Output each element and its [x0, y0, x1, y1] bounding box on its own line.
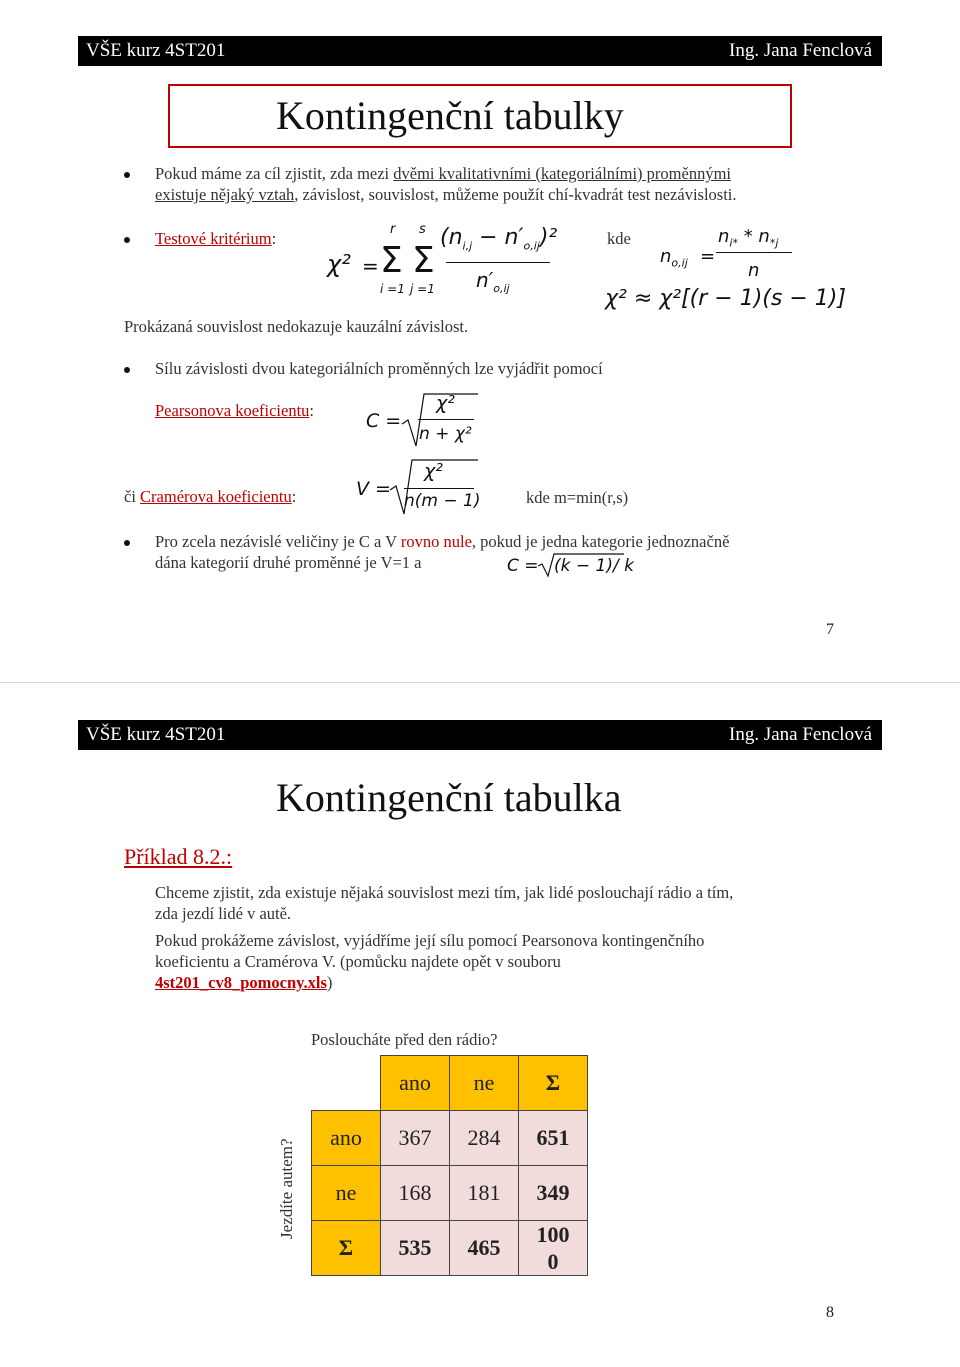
equals-sign: = [700, 246, 716, 267]
example-label-text: Příklad 8.2.: [124, 844, 233, 869]
indep-text-c: dána kategorií druhé proměnné je V=1 a [155, 553, 422, 572]
kde-label: kde [607, 229, 631, 248]
pearson-link[interactable]: Pearsonova koeficientu [155, 401, 310, 420]
strength-text: Sílu závislosti dvou kategoriálních proměnných lze vyjádřit pomocí [155, 359, 603, 378]
bullet [124, 172, 130, 178]
table-caption: Posloucháte před den rádio? [311, 1030, 498, 1049]
pearson-denominator: n + χ² [419, 424, 472, 444]
example-paragraph-1 [155, 882, 835, 924]
intro-link-variables[interactable]: dvěmi kvalitativními (kategoriálními) proměnnými [393, 164, 731, 183]
pearson-lhs: C = [366, 410, 402, 432]
test-criterion-label [155, 228, 276, 249]
sum-upper-s: s [419, 222, 426, 237]
p1-line2: zda jezdí lidé v autě. [155, 904, 292, 923]
cramer-numerator: χ² [424, 460, 443, 482]
indep-text-a: Pro zcela nezávislé veličiny je C a V [155, 532, 401, 551]
expected-lhs: $n_{o,ij}$ [660, 246, 688, 270]
table-cell: 100 0 [519, 1221, 588, 1276]
expected-numerator: $n_{i*} * n_{*j}$ [718, 226, 779, 250]
p1-line1: Chceme zjistit, zda existuje nějaká souvislost mezi tím, jak lidé poslouchají rádio a tím, [155, 883, 734, 902]
table-header-row [312, 1056, 588, 1111]
chi-symbol: χ² [327, 250, 351, 278]
table-cell: 349 [519, 1166, 588, 1221]
col-header: Σ [519, 1056, 588, 1111]
page-number: 7 [826, 621, 834, 638]
sum-lower-j: j =1 [410, 282, 435, 296]
row-header: Σ [312, 1221, 381, 1276]
denominator: $n'_{o,ij}$ [476, 268, 510, 295]
col-header: ano [381, 1056, 450, 1111]
pearson-numerator: χ² [436, 392, 455, 414]
bullet [124, 540, 130, 546]
fraction-bar [446, 262, 550, 263]
slide-7 [0, 0, 960, 683]
m-definition: kde m=min(r,s) [526, 488, 629, 507]
numerator: $(n_{i,j} - n'_{o,ij})^2$ [440, 225, 558, 253]
sum-sign-1: Σ [380, 240, 403, 281]
table-row [312, 1111, 588, 1166]
p2-line2: koeficientu a Cramérova V. (pomůcku najdete opět v souboru [155, 952, 561, 971]
cmax-radicand: (k − 1)/ k [554, 556, 634, 576]
close-paren: ) [326, 973, 333, 992]
table-row [312, 1221, 588, 1276]
table-cell: 367 [381, 1111, 450, 1166]
table-cell: 465 [450, 1221, 519, 1276]
intro-text-b: , závislost, souvislost, můžeme použít chí-kvadrát test nezávislosti. [294, 185, 737, 204]
test-criterion-link[interactable]: Testové kritérium [155, 229, 272, 248]
course-label: VŠE kurz 4ST201 [86, 724, 226, 745]
cramer-link[interactable]: Cramérova koeficientu [140, 487, 292, 506]
sum-sign-2: Σ [412, 240, 435, 281]
intro-paragraph [155, 163, 835, 205]
table-cell: 284 [450, 1111, 519, 1166]
independence-paragraph [155, 531, 835, 573]
course-label: VŠE kurz 4ST201 [86, 40, 226, 61]
bullet [124, 367, 130, 373]
example-paragraph-2 [155, 930, 835, 993]
slide-header [78, 720, 882, 750]
cramer-lhs: V = [356, 478, 391, 500]
table-cell: 651 [519, 1111, 588, 1166]
contingency-table [311, 1055, 588, 1276]
slide-title: Kontingenční tabulka [276, 775, 622, 820]
table-cell: 168 [381, 1166, 450, 1221]
cramer-denominator: n(m − 1) [404, 491, 481, 511]
fraction-bar [418, 419, 474, 420]
sum-lower-i: i =1 [380, 282, 405, 296]
table-cell: 181 [450, 1166, 519, 1221]
cramer-label [124, 486, 296, 507]
indep-text-b: , pokud je jedna kategorie jednoznačně [471, 532, 730, 551]
intro-link-relationship[interactable]: existuje nějaký vztah [155, 185, 295, 204]
corner-cell [312, 1056, 381, 1111]
slide-title: Kontingenční tabulky [276, 93, 624, 138]
colon: : [291, 487, 297, 506]
author-label: Ing. Jana Fenclová [729, 40, 872, 61]
slide-header [78, 36, 882, 66]
page-number: 8 [826, 1304, 834, 1321]
file-link[interactable]: 4st201_cv8_pomocny.xls [155, 973, 327, 992]
colon: : [309, 401, 314, 420]
expected-denominator: n [748, 260, 760, 281]
intro-text-a: Pokud máme za cíl zjistit, zda mezi [155, 164, 394, 183]
causality-note: Prokázaná souvislost nedokazuje kauzální závislost. [124, 317, 469, 336]
fraction-bar [404, 488, 474, 489]
colon: : [271, 229, 277, 248]
fraction-bar [716, 252, 792, 253]
col-header: ne [450, 1056, 519, 1111]
chi-square-approx-formula: χ² ≈ χ²[(r − 1)(s − 1)] [605, 286, 846, 311]
equals-sign: = [362, 254, 379, 278]
row-axis-label: Jezdíte autem? [277, 1138, 296, 1239]
slide-8 [0, 684, 960, 1367]
sum-upper-r: r [390, 222, 396, 237]
row-header: ne [312, 1166, 381, 1221]
example-label [124, 844, 232, 870]
cmax-lhs: C = [507, 556, 539, 576]
table-cell: 535 [381, 1221, 450, 1276]
row-header: ano [312, 1111, 381, 1166]
page-separator [0, 682, 960, 683]
p2-line1: Pokud prokážeme závislost, vyjádříme její sílu pomocí Pearsonova kontingenčního [155, 931, 705, 950]
bullet [124, 237, 130, 243]
table-row [312, 1166, 588, 1221]
ci-word: či [124, 487, 141, 506]
author-label: Ing. Jana Fenclová [729, 724, 872, 745]
pearson-label [155, 400, 314, 421]
indep-text-red: rovno nule [400, 532, 472, 551]
